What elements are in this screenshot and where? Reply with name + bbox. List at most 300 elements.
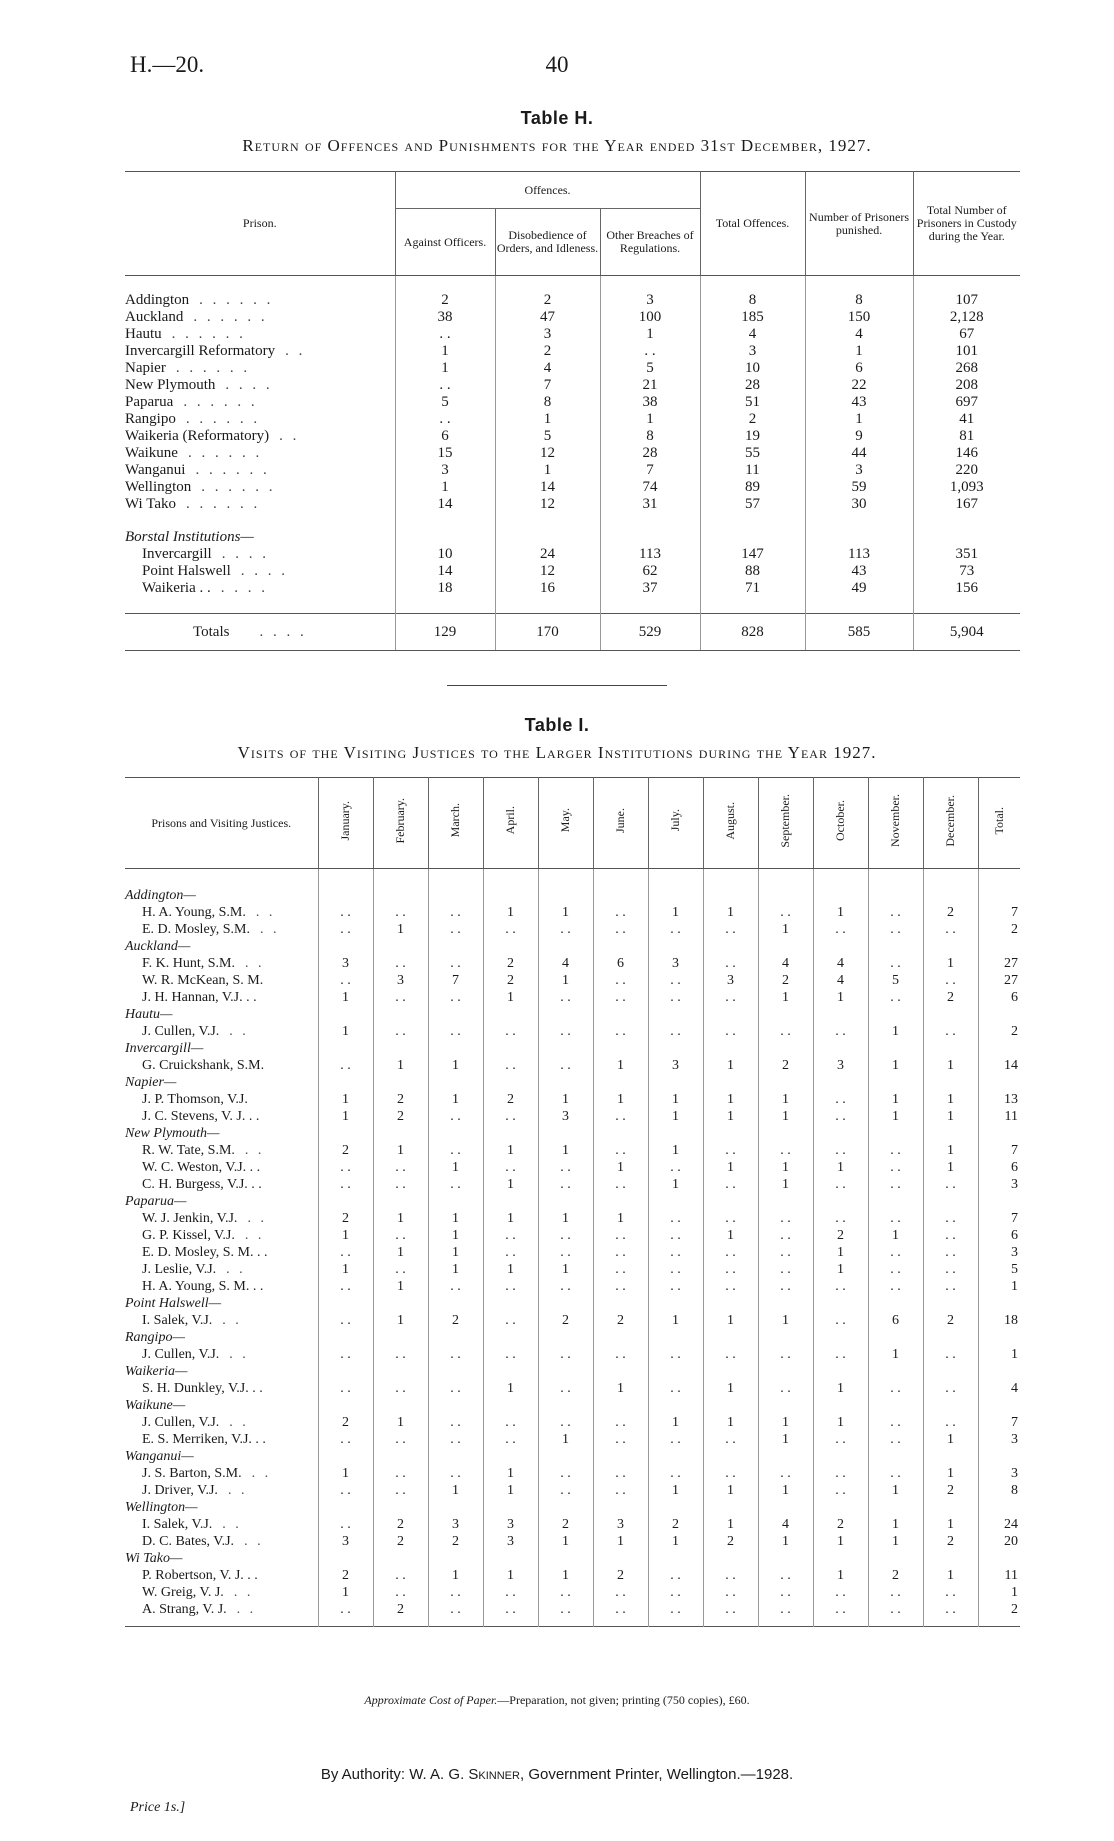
- dot-leader: . .: [255, 905, 276, 920]
- spacer-cell: [483, 1074, 538, 1091]
- table-cell: 1: [648, 1108, 703, 1125]
- table-row: [125, 972, 1020, 989]
- table-cell: 2: [813, 1516, 868, 1533]
- table-cell: 2: [813, 1227, 868, 1244]
- table-cell: 71: [700, 580, 805, 597]
- table-cell: . .: [373, 989, 428, 1006]
- spacer-cell: [395, 276, 495, 293]
- table-row: [125, 1431, 1020, 1448]
- spacer-cell: [318, 938, 373, 955]
- spacer-cell: [318, 1448, 373, 1465]
- spacer-cell: [483, 1499, 538, 1516]
- table-cell: 1: [703, 904, 758, 921]
- table-cell: . .: [923, 1176, 978, 1193]
- authority-prefix: By Authority:: [320, 1766, 406, 1783]
- month-label: April.: [503, 806, 517, 835]
- table-cell: 1: [758, 1312, 813, 1329]
- row-name: Addington: [125, 292, 190, 308]
- table-cell: 3: [483, 1533, 538, 1550]
- table-cell: 150: [805, 309, 913, 326]
- spacer-cell: [538, 1125, 593, 1142]
- table-cell: 2: [495, 343, 600, 360]
- table-cell: . .: [538, 1465, 593, 1482]
- spacer-cell: [483, 1618, 538, 1627]
- group-label-row: [125, 938, 1020, 955]
- dot-leader: . . . .: [220, 580, 269, 596]
- spacer-cell: [318, 1295, 373, 1312]
- table-cell: . .: [703, 1261, 758, 1278]
- table-cell: . .: [703, 1244, 758, 1261]
- table-cell: . .: [923, 1414, 978, 1431]
- table-cell: . .: [593, 1601, 648, 1618]
- table-cell: . .: [648, 1380, 703, 1397]
- table-cell: . .: [428, 1584, 483, 1601]
- section-divider: [447, 685, 667, 686]
- table-cell: 1: [868, 1346, 923, 1363]
- table-cell: 2: [978, 1601, 1020, 1618]
- spacer-cell: [703, 1618, 758, 1627]
- table-cell: 1: [868, 1227, 923, 1244]
- table-cell: . .: [428, 904, 483, 921]
- table-cell: 1: [483, 1380, 538, 1397]
- spacer-cell: [593, 1125, 648, 1142]
- row-label: [125, 411, 395, 428]
- table-cell: 1: [318, 1091, 373, 1108]
- table-cell: 1: [600, 411, 700, 428]
- row-label: [125, 1057, 318, 1074]
- table-cell: . .: [923, 1210, 978, 1227]
- table-cell: 1: [813, 1244, 868, 1261]
- spacer-cell: [428, 1329, 483, 1346]
- spacer-row: [125, 276, 1020, 293]
- spacer-cell: [125, 276, 395, 293]
- spacer-row: [125, 513, 1020, 529]
- spacer-cell: [483, 1448, 538, 1465]
- table-cell: 6: [593, 955, 648, 972]
- table-cell: 11: [978, 1108, 1020, 1125]
- table-row: [125, 479, 1020, 496]
- spacer-cell: [703, 1193, 758, 1210]
- table-cell: . .: [813, 1601, 868, 1618]
- table-cell: 12: [495, 496, 600, 513]
- table-cell: . .: [923, 1380, 978, 1397]
- table-cell: 88: [700, 563, 805, 580]
- table-row: [125, 1533, 1020, 1550]
- spacer-cell: [868, 869, 923, 888]
- spacer-cell: [483, 1006, 538, 1023]
- spacer-cell: [538, 1295, 593, 1312]
- row-name: Invercargill Reformatory: [125, 343, 276, 359]
- group-label-row: [125, 1499, 1020, 1516]
- table-cell: 15: [395, 445, 495, 462]
- spacer-cell: [923, 1125, 978, 1142]
- spacer-cell: [593, 1295, 648, 1312]
- table-cell: . .: [373, 904, 428, 921]
- table-cell: . .: [758, 1244, 813, 1261]
- table-cell: 1: [648, 904, 703, 921]
- table-cell: 1: [593, 1533, 648, 1550]
- table-cell: 38: [600, 394, 700, 411]
- spacer-cell: [538, 1329, 593, 1346]
- spacer-cell: [923, 1074, 978, 1091]
- table-cell: . .: [428, 1431, 483, 1448]
- institution-label: New Plymouth—: [125, 1126, 220, 1141]
- table-cell: . .: [395, 411, 495, 428]
- table-cell: 1: [758, 1482, 813, 1499]
- table-cell: . .: [538, 1346, 593, 1363]
- spacer-cell: [593, 1193, 648, 1210]
- table-cell: 20: [978, 1533, 1020, 1550]
- table-cell: . .: [648, 1278, 703, 1295]
- col-offences-header: Offences.: [395, 172, 700, 209]
- table-cell: . .: [593, 1346, 648, 1363]
- table-cell: 2: [495, 292, 600, 309]
- table-cell: 1: [978, 1278, 1020, 1295]
- table-cell: 8: [495, 394, 600, 411]
- table-cell: . .: [923, 1584, 978, 1601]
- spacer-cell: [978, 1363, 1020, 1380]
- table-cell: . .: [758, 1584, 813, 1601]
- spacer-cell: [923, 1193, 978, 1210]
- spacer-cell: [600, 276, 700, 293]
- table-cell: . .: [923, 1601, 978, 1618]
- table-cell: 1: [483, 1567, 538, 1584]
- table-row: [125, 1159, 1020, 1176]
- table-cell: . .: [703, 1431, 758, 1448]
- table-cell: 1: [813, 1533, 868, 1550]
- table-cell: 62: [600, 563, 700, 580]
- spacer-cell: [703, 938, 758, 955]
- table-cell: . .: [703, 1142, 758, 1159]
- institution-label: Addington—: [125, 888, 196, 903]
- table-cell: . .: [813, 1584, 868, 1601]
- spacer-cell: [813, 1618, 868, 1627]
- table-cell: . .: [538, 1023, 593, 1040]
- table-cell: . .: [593, 1142, 648, 1159]
- institution-label: Hautu—: [125, 1007, 173, 1022]
- table-cell: 1: [318, 989, 373, 1006]
- dot-leader: . . . . . .: [199, 292, 274, 308]
- table-cell: . .: [538, 1176, 593, 1193]
- table-cell: 1: [703, 1380, 758, 1397]
- table-cell: . .: [813, 1210, 868, 1227]
- table-cell: 1: [758, 1091, 813, 1108]
- row-name: J. Cullen, V.J.: [142, 1024, 220, 1039]
- month-label: July.: [668, 809, 682, 832]
- spacer-cell: [868, 1550, 923, 1567]
- table-cell: 3: [395, 462, 495, 479]
- table-cell: 2: [373, 1533, 428, 1550]
- row-name: Wanganui: [125, 462, 186, 478]
- table-cell: . .: [483, 1244, 538, 1261]
- table-cell: 2: [923, 904, 978, 921]
- dot-leader: . . . . . .: [185, 496, 261, 512]
- spacer-cell: [483, 1363, 538, 1380]
- table-cell: . .: [318, 921, 373, 938]
- row-name: J. P. Thomson, V.J.: [142, 1092, 248, 1107]
- month-header: [373, 778, 428, 869]
- spacer-cell: [758, 1618, 813, 1627]
- table-cell: . .: [538, 1159, 593, 1176]
- table-cell: 1: [593, 1380, 648, 1397]
- spacer-cell: [538, 1550, 593, 1567]
- spacer-cell: [593, 887, 648, 904]
- spacer-cell: [373, 1618, 428, 1627]
- table-cell: . .: [648, 1210, 703, 1227]
- spacer-cell: [700, 597, 805, 614]
- spacer-cell: [483, 1550, 538, 1567]
- table-cell: . .: [648, 1584, 703, 1601]
- table-cell: 1: [923, 1057, 978, 1074]
- table-cell: . .: [318, 1516, 373, 1533]
- table-cell: 7: [428, 972, 483, 989]
- spacer-cell: [373, 1074, 428, 1091]
- month-header: [483, 778, 538, 869]
- table-cell: . .: [428, 1278, 483, 1295]
- dot-leader: . .: [233, 1585, 254, 1600]
- spacer-cell: [125, 869, 318, 888]
- cost-note: [0, 1693, 1114, 1708]
- table-row: [125, 462, 1020, 479]
- spacer-cell: [923, 1499, 978, 1516]
- table-cell: 38: [395, 309, 495, 326]
- table-cell: . .: [923, 1346, 978, 1363]
- spacer-cell: [703, 1448, 758, 1465]
- row-label: [125, 1516, 318, 1533]
- table-cell: 1: [428, 1482, 483, 1499]
- table-cell: . .: [483, 1159, 538, 1176]
- table-cell: 2: [538, 1516, 593, 1533]
- table-row: [125, 496, 1020, 513]
- table-cell: . .: [395, 326, 495, 343]
- table-cell: . .: [318, 1601, 373, 1618]
- spacer-cell: [758, 1074, 813, 1091]
- table-cell: 6: [868, 1312, 923, 1329]
- spacer-cell: [593, 1397, 648, 1414]
- group-label-row: [125, 1397, 1020, 1414]
- table-cell: 74: [600, 479, 700, 496]
- spacer-cell: [483, 869, 538, 888]
- row-name: Paparua: [125, 394, 174, 410]
- table-cell: . .: [868, 904, 923, 921]
- spacer-cell: [978, 1040, 1020, 1057]
- spacer-cell: [483, 938, 538, 955]
- dot-leader: . .: [279, 428, 300, 444]
- table-cell: . .: [593, 904, 648, 921]
- table-cell: . .: [373, 1261, 428, 1278]
- spacer-cell: [868, 1295, 923, 1312]
- table-cell: . .: [758, 1023, 813, 1040]
- table-cell: . .: [318, 1057, 373, 1074]
- table-cell: 1: [703, 1057, 758, 1074]
- spacer-cell: [978, 938, 1020, 955]
- spacer-cell: [758, 869, 813, 888]
- row-label: [125, 462, 395, 479]
- row-name: Napier: [125, 360, 166, 376]
- dot-leader: . . . . . .: [175, 360, 251, 376]
- spacer-cell: [593, 1074, 648, 1091]
- spacer-cell: [318, 1125, 373, 1142]
- table-cell: 101: [913, 343, 1020, 360]
- row-name: R. W. Tate, S.M.: [142, 1143, 235, 1158]
- month-header: [538, 778, 593, 869]
- row-label: [125, 1312, 318, 1329]
- table-cell: 1: [813, 1414, 868, 1431]
- spacer-cell: [758, 1193, 813, 1210]
- spacer-cell: [923, 1618, 978, 1627]
- spacer-cell: [428, 1448, 483, 1465]
- group-label-row: [125, 1074, 1020, 1091]
- table-row: [125, 394, 1020, 411]
- table-cell: 2: [483, 1091, 538, 1108]
- authority-line: [0, 1766, 1114, 1783]
- table-cell: 697: [913, 394, 1020, 411]
- table-cell: . .: [813, 1431, 868, 1448]
- table-cell: . .: [813, 1108, 868, 1125]
- spacer-cell: [700, 276, 805, 293]
- dot-leader: . .: [222, 1313, 242, 1328]
- spacer-cell: [703, 1125, 758, 1142]
- spacer-cell: [813, 1397, 868, 1414]
- table-cell: . .: [648, 1567, 703, 1584]
- totals-cell: 129: [395, 614, 495, 651]
- spacer-cell: [703, 1074, 758, 1091]
- table-cell: 1: [428, 1261, 483, 1278]
- table-cell: 6: [978, 1227, 1020, 1244]
- institution-label: Waikune—: [125, 1398, 186, 1413]
- table-cell: 1: [868, 1108, 923, 1125]
- table-cell: . .: [318, 1431, 373, 1448]
- spacer-cell: [923, 1448, 978, 1465]
- dot-leader: . .: [244, 1143, 265, 1158]
- table-row: [125, 1278, 1020, 1295]
- month-label: January.: [338, 800, 352, 841]
- table-cell: 6: [978, 1159, 1020, 1176]
- group-label-row: [125, 1006, 1020, 1023]
- row-label: [125, 1227, 318, 1244]
- table-cell: . .: [868, 1601, 923, 1618]
- table-cell: 1: [538, 1210, 593, 1227]
- table-row: [125, 546, 1020, 563]
- spacer-cell: [593, 1448, 648, 1465]
- spacer-cell: [813, 1040, 868, 1057]
- table-cell: . .: [428, 1023, 483, 1040]
- table-cell: . .: [538, 921, 593, 938]
- spacer-cell: [923, 869, 978, 888]
- table-row: [125, 1584, 1020, 1601]
- group-label-row: [125, 1329, 1020, 1346]
- table-cell: . .: [703, 1601, 758, 1618]
- month-label: November.: [888, 794, 902, 847]
- table-cell: 4: [805, 326, 913, 343]
- table-cell: 2: [593, 1312, 648, 1329]
- spacer-cell: [868, 1074, 923, 1091]
- spacer-cell: [648, 1329, 703, 1346]
- table-row: [125, 989, 1020, 1006]
- table-cell: . .: [318, 1380, 373, 1397]
- table-cell: 7: [978, 1142, 1020, 1159]
- table-cell: 3: [805, 462, 913, 479]
- table-cell: 1: [758, 1159, 813, 1176]
- table-cell: . .: [868, 1176, 923, 1193]
- table-cell: . .: [593, 1176, 648, 1193]
- table-cell: . .: [648, 1346, 703, 1363]
- table-cell: . .: [593, 989, 648, 1006]
- table-cell: 12: [495, 563, 600, 580]
- spacer-cell: [978, 1448, 1020, 1465]
- table-cell: 1: [703, 1414, 758, 1431]
- spacer-cell: [318, 1363, 373, 1380]
- table-cell: 3: [593, 1516, 648, 1533]
- spacer-cell: [813, 869, 868, 888]
- table-cell: 2,128: [913, 309, 1020, 326]
- table-cell: 1: [373, 1142, 428, 1159]
- table-cell: 3: [648, 1057, 703, 1074]
- spacer-cell: [538, 1499, 593, 1516]
- spacer-cell: [428, 938, 483, 955]
- table-cell: 1: [758, 1414, 813, 1431]
- month-label: October.: [833, 800, 847, 841]
- row-name: W. J. Jenkin, V.J.: [142, 1211, 238, 1226]
- spacer-cell: [318, 1193, 373, 1210]
- table-cell: 6: [805, 360, 913, 377]
- totals-cell: 170: [495, 614, 600, 651]
- spacer-cell: [868, 1040, 923, 1057]
- dot-leader: . . . .: [240, 563, 288, 579]
- table-cell: . .: [373, 1584, 428, 1601]
- row-label: [125, 1380, 318, 1397]
- table-cell: 7: [978, 904, 1020, 921]
- table-cell: . .: [395, 377, 495, 394]
- table-cell: 1: [923, 1567, 978, 1584]
- table-cell: 167: [913, 496, 1020, 513]
- spacer-cell: [538, 869, 593, 888]
- row-label: [125, 955, 318, 972]
- table-cell: 13: [978, 1091, 1020, 1108]
- group-label-row: [125, 529, 1020, 546]
- row-label: [125, 546, 395, 563]
- spacer-cell: [428, 1125, 483, 1142]
- spacer-cell: [538, 1006, 593, 1023]
- spacer-cell: [495, 529, 600, 546]
- table-cell: 4: [700, 326, 805, 343]
- spacer-cell: [978, 1006, 1020, 1023]
- spacer-cell: [923, 1006, 978, 1023]
- spacer-cell: [923, 1397, 978, 1414]
- table-cell: 107: [913, 292, 1020, 309]
- row-name: E. S. Merriken, V.J. . .: [142, 1432, 266, 1447]
- totals-label: Totals: [193, 623, 230, 640]
- table-cell: . .: [318, 1482, 373, 1499]
- table-cell: . .: [868, 1380, 923, 1397]
- table-cell: 1: [483, 1210, 538, 1227]
- table-row: [125, 955, 1020, 972]
- table-cell: 1: [813, 989, 868, 1006]
- table-cell: 1: [923, 1516, 978, 1533]
- table-cell: 2: [978, 1023, 1020, 1040]
- spacer-cell: [538, 1618, 593, 1627]
- spacer-cell: [648, 1193, 703, 1210]
- visits-table: [125, 777, 1020, 1627]
- spacer-cell: [813, 1295, 868, 1312]
- table-cell: . .: [483, 1108, 538, 1125]
- spacer-cell: [318, 869, 373, 888]
- col-justices-header: Prisons and Visiting Justices.: [125, 778, 318, 869]
- month-header: [703, 778, 758, 869]
- row-label: [125, 1023, 318, 1040]
- spacer-cell: [703, 869, 758, 888]
- table-cell: . .: [758, 1346, 813, 1363]
